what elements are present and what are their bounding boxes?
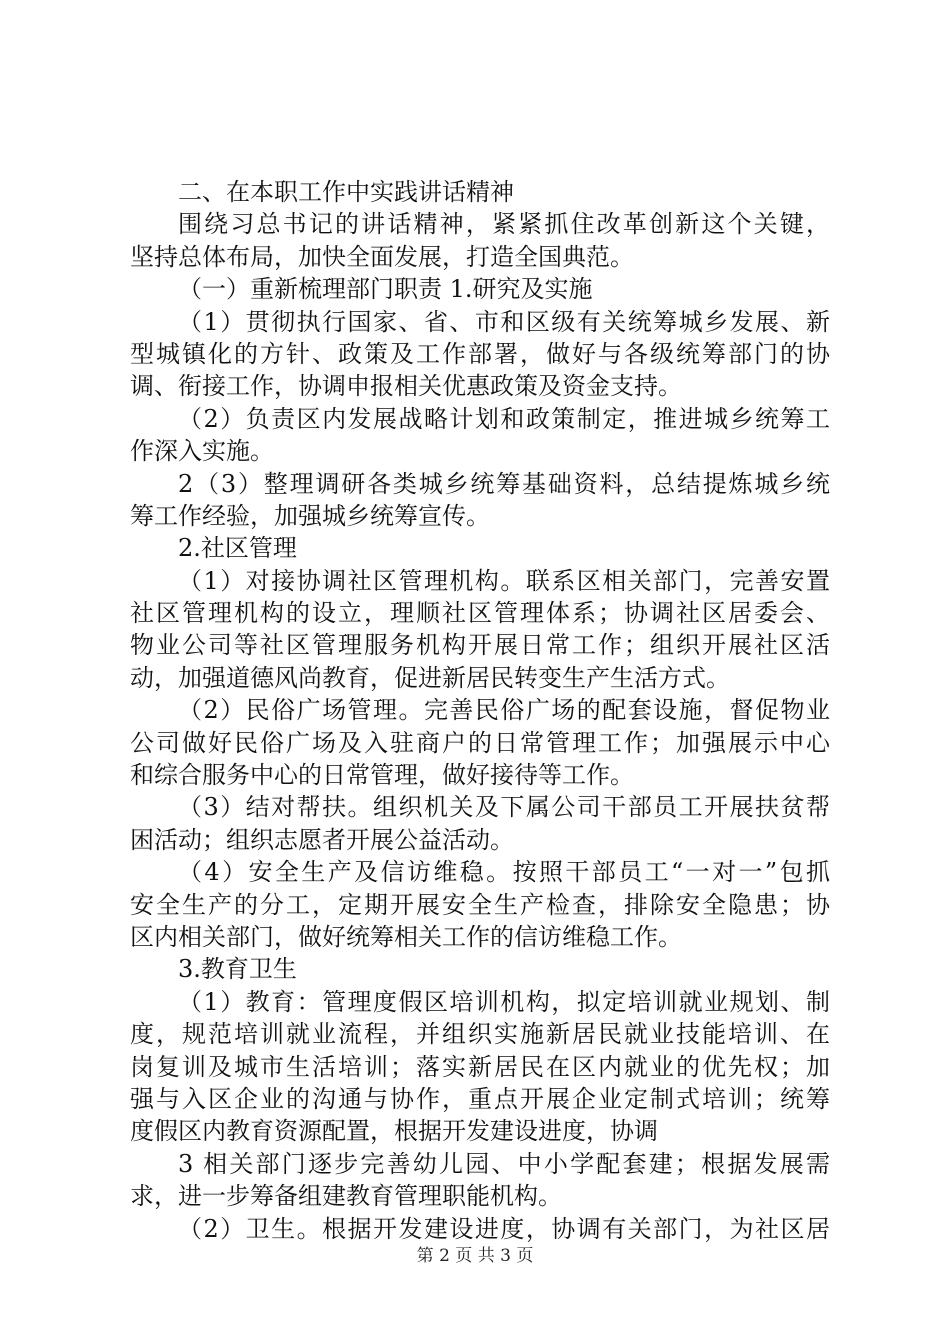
text-line: 度假区内教育资源配置，根据开发建设进度，协调 xyxy=(130,1117,658,1146)
text-line: 2.社区管理 xyxy=(178,534,297,563)
text-line: 型城镇化的方针、政策及工作部署，做好与各级统筹部门的协 xyxy=(130,339,830,368)
text-line: 和综合服务中心的日常管理，做好接待等工作。 xyxy=(130,761,634,790)
text-line: 3.教育卫生 xyxy=(178,955,297,984)
text-line: 动，加强道德风尚教育，促进新居民转变生产生活方式。 xyxy=(130,663,730,692)
text-line: （3）结对帮扶。组织机关及下属公司干部员工开展扶贫帮 xyxy=(178,793,830,822)
text-line: 强与入区企业的沟通与协作，重点开展企业定制式培训；统筹 xyxy=(130,1084,830,1113)
text-line: （2）负责区内发展战略计划和政策制定，推进城乡统筹工 xyxy=(178,404,830,433)
text-line: （2）卫生。根据开发建设进度，协调有关部门，为社区居 xyxy=(178,1214,830,1243)
text-line: 3 相关部门逐步完善幼儿园、中小学配套建；根据发展需 xyxy=(178,1149,830,1178)
text-line: 求，进一步筹备组建教育管理职能机构。 xyxy=(130,1182,562,1211)
text-line: （1）教育：管理度假区培训机构，拟定培训就业规划、制 xyxy=(178,987,830,1016)
text-line: 困活动；组织志愿者开展公益活动。 xyxy=(130,825,514,854)
text-line: 筹工作经验，加强城乡统筹宣传。 xyxy=(130,501,490,530)
page-number-footer: 第 2 页 共 3 页 xyxy=(416,1246,534,1266)
document-body xyxy=(130,176,830,1245)
text-line: 岗复训及城市生活培训；落实新居民在区内就业的优先权；加 xyxy=(130,1052,830,1081)
text-line: 度，规范培训就业流程，并组织实施新居民就业技能培训、在 xyxy=(130,1020,830,1049)
text-line: 安全生产的分工，定期开展安全生产检查，排除安全隐患；协 xyxy=(130,890,830,919)
text-line: 物业公司等社区管理服务机构开展日常工作；组织开展社区活 xyxy=(130,631,830,660)
text-line: （1）贯彻执行国家、省、市和区级有关统筹城乡发展、新 xyxy=(178,307,830,336)
text-line: 调、衔接工作，协调申报相关优惠政策及资金支持。 xyxy=(130,372,682,401)
text-line: 围绕习总书记的讲话精神，紧紧抓住改革创新这个关键， xyxy=(178,210,830,239)
text-line: 社区管理机构的设立，理顺社区管理体系；协调社区居委会、 xyxy=(130,599,830,628)
text-line: 作深入实施。 xyxy=(130,437,274,466)
text-line: 区内相关部门，做好统筹相关工作的信访维稳工作。 xyxy=(130,922,682,951)
text-line: （一）重新梳理部门职责 1.研究及实施 xyxy=(178,275,593,304)
text-line: 2（3）整理调研各类城乡统筹基础资料，总结提炼城乡统 xyxy=(178,469,830,498)
text-line: 公司做好民俗广场及入驻商户的日常管理工作；加强展示中心 xyxy=(130,728,830,757)
text-line: （2）民俗广场管理。完善民俗广场的配套设施，督促物业 xyxy=(178,696,830,725)
text-line: 坚持总体布局，加快全面发展，打造全国典范。 xyxy=(130,242,634,271)
text-line: 二、在本职工作中实践讲话精神 xyxy=(178,178,514,206)
text-line: （4）安全生产及信访维稳。按照干部员工“一对一”包抓 xyxy=(178,858,830,887)
text-line: （1）对接协调社区管理机构。联系区相关部门，完善安置 xyxy=(178,566,830,595)
